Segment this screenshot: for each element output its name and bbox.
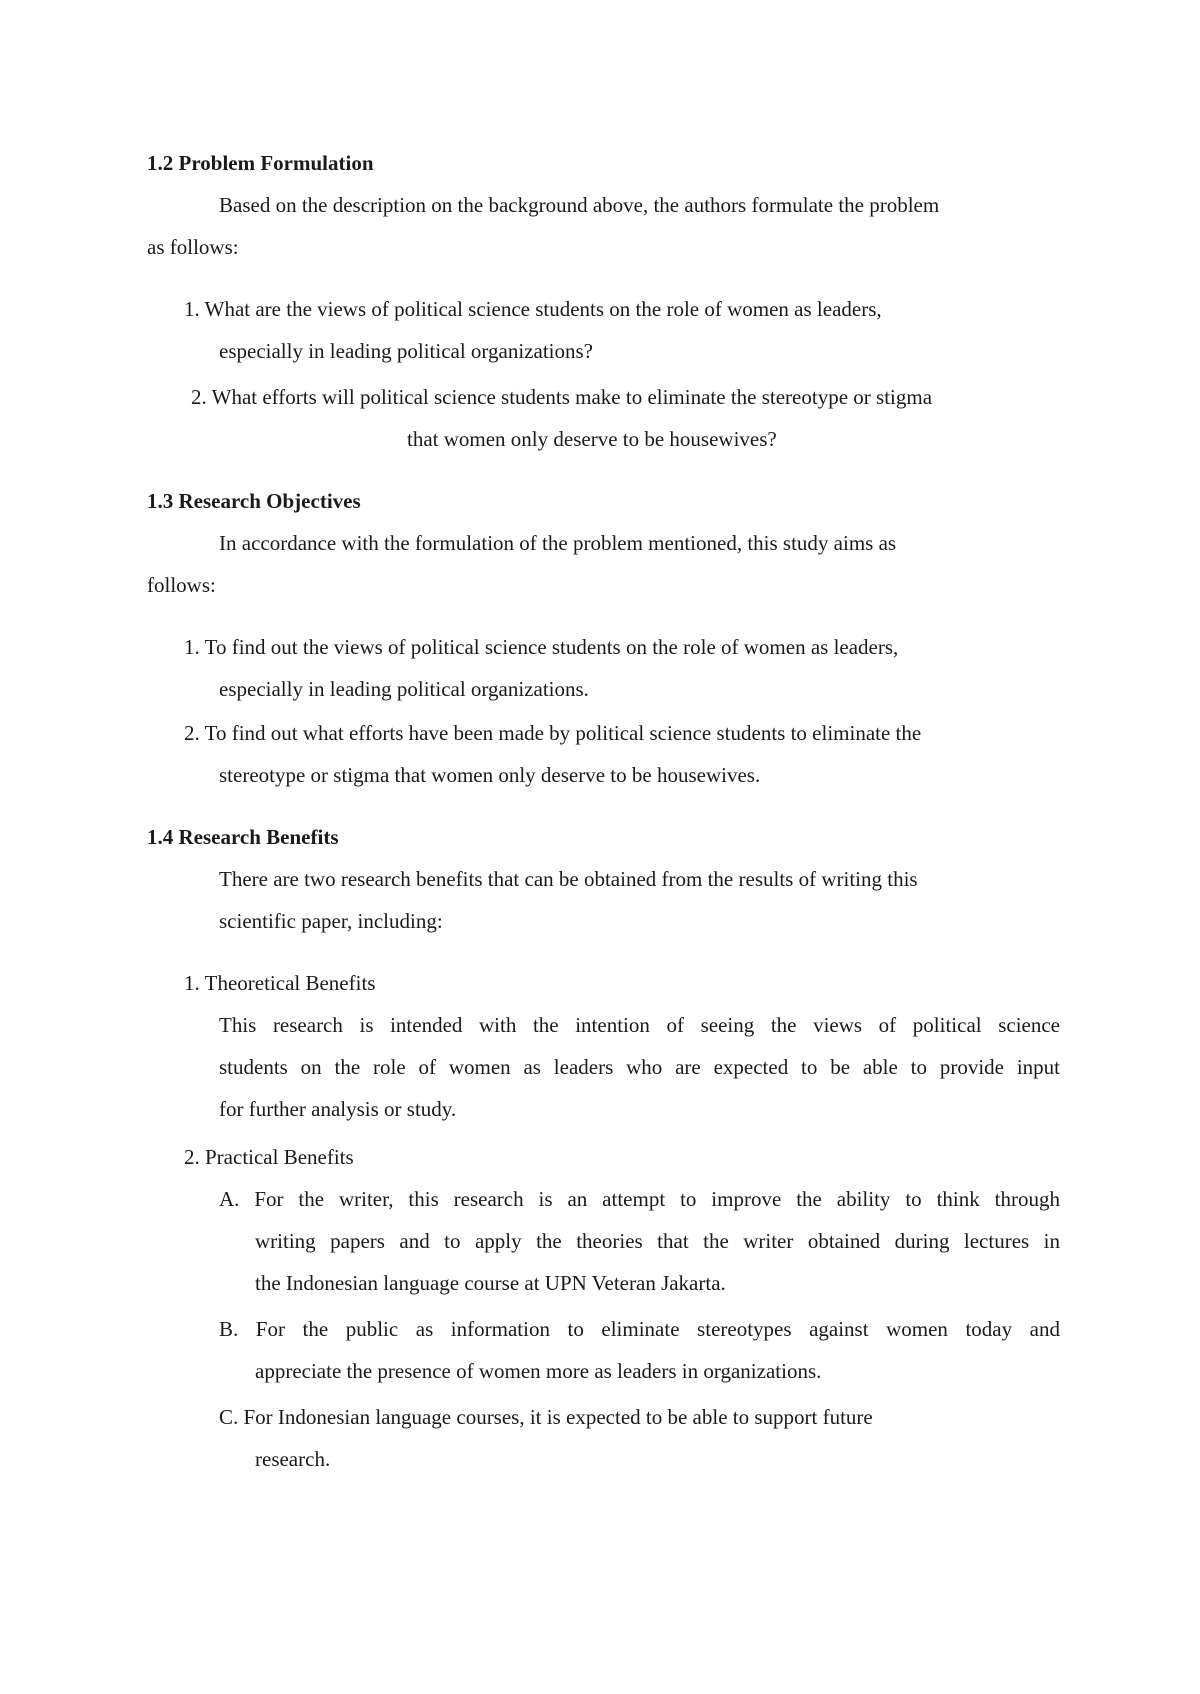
section-heading-problem-formulation: 1.2 Problem Formulation	[147, 151, 374, 175]
section-heading-research-objectives: 1.3 Research Objectives	[147, 489, 361, 513]
problem-intro-line-2: as follows:	[147, 235, 239, 259]
theoretical-benefits-line-3: for further analysis or study.	[219, 1097, 457, 1121]
problem-item-2-line-1: 2. What efforts will political science students make to eliminate the stereotype or stigma	[191, 385, 933, 409]
theoretical-benefits-title: 1. Theoretical Benefits	[184, 971, 376, 995]
practical-benefit-a-line-3: the Indonesian language course at UPN Veteran Jakarta.	[255, 1271, 726, 1295]
practical-benefit-b-line-1: B. For the public as information to eliminate stereotypes against women today and	[219, 1317, 1060, 1341]
objectives-intro-line-1: In accordance with the formulation of the problem mentioned, this study aims as	[219, 531, 897, 555]
benefits-intro-line-1: There are two research benefits that can be obtained from the results of writing this	[219, 867, 918, 891]
problem-item-1-line-1: 1. What are the views of political science students on the role of women as leaders,	[184, 297, 882, 321]
practical-benefit-a-line-2: writing papers and to apply the theories that the writer obtained during lectures in	[255, 1229, 1060, 1253]
practical-benefit-c-line-1: C. For Indonesian language courses, it is expected to be able to support future	[219, 1405, 873, 1429]
objectives-item-2-line-1: 2. To find out what efforts have been made by political science students to eliminate the	[184, 721, 922, 745]
theoretical-benefits-line-1: This research is intended with the intention of seeing the views of political science	[219, 1013, 1060, 1037]
problem-item-1-line-2: especially in leading political organizations?	[219, 339, 593, 363]
objectives-item-1-line-1: 1. To find out the views of political science students on the role of women as leaders,	[184, 635, 899, 659]
practical-benefits-title: 2. Practical Benefits	[184, 1145, 354, 1169]
objectives-item-1-line-2: especially in leading political organizations.	[219, 677, 589, 701]
section-heading-research-benefits: 1.4 Research Benefits	[147, 825, 339, 849]
theoretical-benefits-line-2: students on the role of women as leaders who are expected to be able to provide input	[219, 1055, 1060, 1079]
problem-item-2-line-2: that women only deserve to be housewives?	[407, 427, 777, 451]
objectives-intro-line-2: follows:	[147, 573, 216, 597]
practical-benefit-c-line-2: research.	[255, 1447, 331, 1471]
benefits-intro-line-2: scientific paper, including:	[219, 909, 443, 933]
practical-benefit-b-line-2: appreciate the presence of women more as leaders in organizations.	[255, 1359, 822, 1383]
problem-intro-line-1: Based on the description on the background above, the authors formulate the problem	[219, 193, 940, 217]
objectives-item-2-line-2: stereotype or stigma that women only deserve to be housewives.	[219, 763, 761, 787]
practical-benefit-a-line-1: A. For the writer, this research is an attempt to improve the ability to think through	[219, 1187, 1060, 1211]
